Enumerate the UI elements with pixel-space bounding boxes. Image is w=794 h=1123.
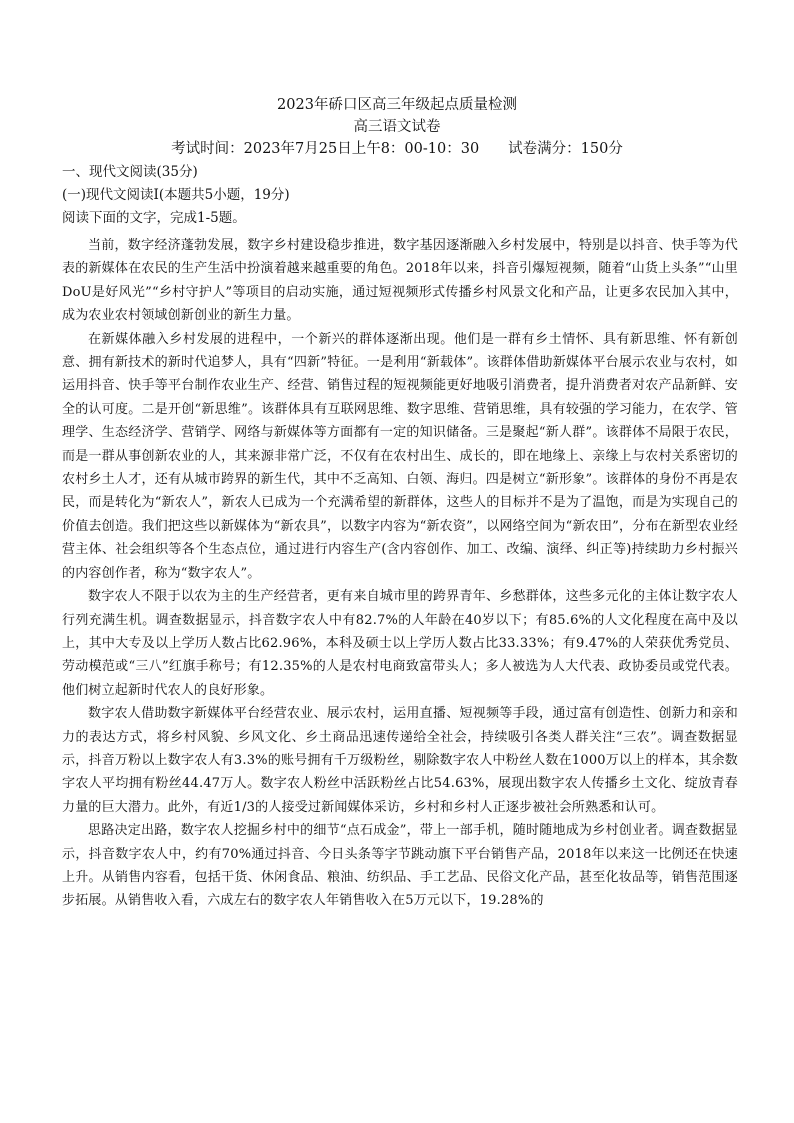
passage-paragraph-1: 当前，数字经济蓬勃发展，数字乡村建设稳步推进，数字基因逐渐融入乡村发展中，特别是以抖音、快手等为代表的新媒体在农民的生产生活中扮演着越来越重要的角色。2018年以来，抖音引爆短视频，随着“山货上头条”“山里DoU是好风光”“乡村守护人”等项目的启动实施，通过短视频形式传播乡村风景文化和产品，让更多农民加入其中，成为农业农村领域创新创业的新生力量。 (62, 238, 738, 324)
passage-paragraph-2: 在新媒体融入乡村发展的进程中，一个新兴的群体逐渐出现。他们是一群有乡土情怀、具有新思维、怀有新创意、拥有新技术的新时代追梦人，具有“四新”特征。一是利用“新载体”。该群体借助新媒体平台展示农业与农村，如运用抖音、快手等平台制作农业生产、经营、销售过程的短视频能更好地吸引消费者，提升消费者对农产品新鲜、安全的认可度。二是开创“新思维”。该群体具有互联网思维、数字思维、营销思维，具有较强的学习能力，在农学、管理学、生态经济学、营销学、网络与新媒体等方面都有一定的知识储备。三是聚起“新人群”。该群体不局限于农民，而是一群从事创新农业的人，其来源非常广泛，不仅有在农村出生、成长的，即在地缘上、亲缘上与农村关系密切的农村乡土人才，还有从城市跨界的新生代，其中不乏高知、白领、海归。四是树立“新形象”。该群体的身份不再是农民，而是转化为“新农人”，新农人已成为一个充满希望的新群体，这些人的目标并不是为了温饱，而是为实现自己的价值去创造。我们把这些以新媒体为“新农具”，以数字内容为“新农资”，以网络空间为“新农田”，分布在新型农业经营主体、社会组织等各个生态点位，通过进行内容生产(含内容创作、加工、改编、演绎、纠正等)持续助力乡村振兴的内容创作者，称为“数字农人”。 (62, 331, 738, 581)
reading-passage (62, 234, 738, 913)
passage-paragraph-5: 思路决定出路，数字农人挖掘乡村中的细节“点石成金”，带上一部手机，随时随地成为乡村创业者。调查数据显示，抖音数字农人中，约有70%通过抖音、今日头条等字节跳动旗下平台销售产品，2018年以来这一比例还在快速上升。从销售内容看，包括干货、休闲食品、粮油、纺织品、手工艺品、民俗文化产品，甚至化妆品等，销售范围逐步拓展。从销售收入看，六成左右的数字农人年销售收入在5万元以下，19.28%的 (62, 823, 738, 909)
reading-instruction: 阅读下面的文字，完成1-5题。 (62, 210, 246, 226)
exam-title: 2023年硚口区高三年级起点质量检测 (277, 97, 517, 113)
passage-paragraph-3: 数字农人不限于以农为主的生产经营者，更有来自城市里的跨界青年、乡愁群体，这些多元化的主体让数字农人行列充满生机。调查数据显示，抖音数字农人中有82.7%的人年龄在40岁以下；有85.6%的人文化程度在高中及以上，其中大专及以上学历人数占比62.96%，本科及硕士以上学历人数占比33.33%；有9.47%的人荣获优秀党员、劳动模范或“三八”红旗手称号；有12.35%的人是农村电商致富带头人；多人被选为人大代表、政协委员或党代表。他们树立起新时代农人的良好形象。 (62, 589, 738, 698)
section-heading: 一、现代文阅读(35分) (62, 164, 198, 180)
paper-title: 高三语文试卷 (353, 119, 441, 135)
exam-info: 考试时间：2023年7月25日上午8：00-10：30 试卷满分：150分 (171, 141, 623, 157)
passage-paragraph-4: 数字农人借助数字新媒体平台经营农业、展示农村，运用直播、短视频等手段，通过富有创造性、创新力和亲和力的表达方式，将乡村风貌、乡风文化、乡土商品迅速传递给全社会，持续吸引各类人群关注“三农”。调查数据显示，抖音万粉以上数字农人有3.3%的账号拥有千万级粉丝，剔除数字农人中粉丝人数在1000万以上的样本，其余数字农人平均拥有粉丝44.47万人。数字农人粉丝中活跃粉丝占比54.63%，展现出数字农人传播乡土文化、绽放青春力量的巨大潜力。此外，有近1/3的人接受过新闻媒体采访，乡村和乡村人正逐步被社会所熟悉和认可。 (62, 706, 738, 815)
subsection-heading: (一)现代文阅读Ⅰ(本题共5小题，19分) (62, 187, 290, 203)
